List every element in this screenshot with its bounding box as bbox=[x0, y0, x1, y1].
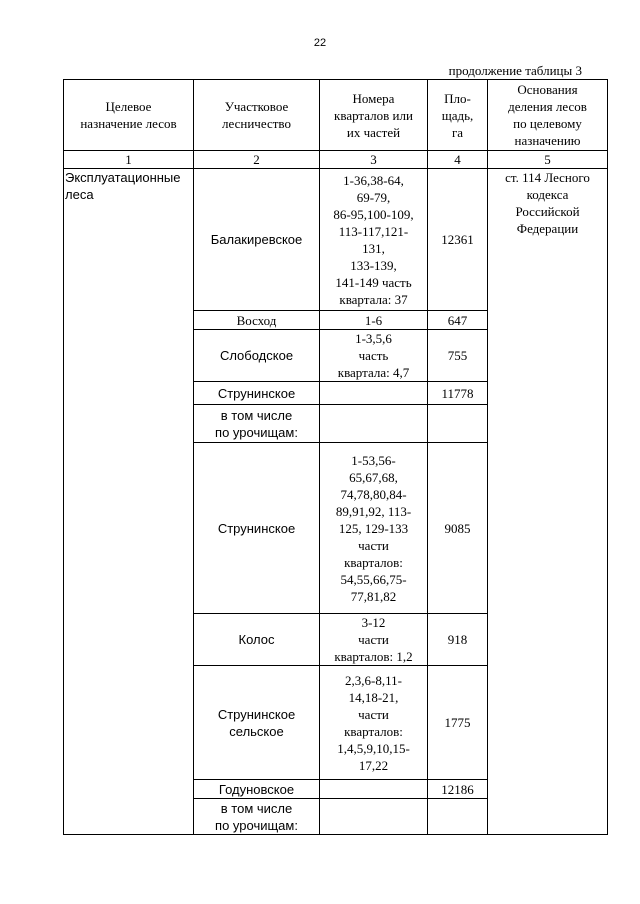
forestry-cell: Годуновское bbox=[194, 780, 320, 799]
quarters-cell: 2,3,6-8,11- 14,18-21, части кварталов: 1,4,5,9,10,15- 17,22 bbox=[320, 666, 428, 780]
area-cell: 12361 bbox=[428, 169, 488, 311]
column-number: 2 bbox=[194, 151, 320, 169]
forestry-cell: Балакиревское bbox=[194, 169, 320, 311]
area-cell: 12186 bbox=[428, 780, 488, 799]
quarters-cell: 3-12 части кварталов: 1,2 bbox=[320, 614, 428, 666]
table-continuation-label: продолжение таблицы 3 bbox=[448, 63, 582, 78]
page-number: 22 bbox=[313, 37, 327, 49]
quarters-cell bbox=[320, 780, 428, 799]
quarters-cell: 1-6 bbox=[320, 311, 428, 330]
quarters-cell: 1-53,56- 65,67,68, 74,78,80,84- 89,91,92, 113- 125, 129-133 части кварталов: 54,55,66,75- 77,81,82 bbox=[320, 443, 428, 614]
column-number: 3 bbox=[320, 151, 428, 169]
basis-cell: ст. 114 Лесного кодекса Российской Федерации bbox=[488, 169, 608, 835]
forest-purpose-table bbox=[63, 79, 608, 835]
column-number: 1 bbox=[64, 151, 194, 169]
header-row bbox=[64, 80, 608, 151]
column-number-row bbox=[64, 151, 608, 169]
quarters-cell bbox=[320, 799, 428, 835]
header-purpose: Целевое назначение лесов bbox=[64, 80, 194, 151]
area-cell: 1775 bbox=[428, 666, 488, 780]
header-area: Пло- щадь, га bbox=[428, 80, 488, 151]
area-cell: 647 bbox=[428, 311, 488, 330]
forestry-cell: Восход bbox=[194, 311, 320, 330]
quarters-cell bbox=[320, 405, 428, 443]
area-cell: 755 bbox=[428, 330, 488, 382]
purpose-cell: Эксплуатационные леса bbox=[64, 169, 194, 835]
forestry-cell: Колос bbox=[194, 614, 320, 666]
quarters-cell bbox=[320, 382, 428, 405]
forestry-cell: Струнинское bbox=[194, 382, 320, 405]
area-cell bbox=[428, 799, 488, 835]
forestry-cell: Струнинское bbox=[194, 443, 320, 614]
area-cell bbox=[428, 405, 488, 443]
quarters-cell: 1-3,5,6 часть квартала: 4,7 bbox=[320, 330, 428, 382]
column-number: 4 bbox=[428, 151, 488, 169]
header-basis: Основания деления лесов по целевому назначению bbox=[488, 80, 608, 151]
header-quarters: Номера кварталов или их частей bbox=[320, 80, 428, 151]
forestry-cell: в том числе по урочищам: bbox=[194, 799, 320, 835]
forestry-cell: в том числе по урочищам: bbox=[194, 405, 320, 443]
column-number: 5 bbox=[488, 151, 608, 169]
table-row bbox=[64, 169, 608, 311]
area-cell: 918 bbox=[428, 614, 488, 666]
header-forestry: Участковое лесничество bbox=[194, 80, 320, 151]
quarters-cell: 1-36,38-64, 69-79, 86-95,100-109, 113-117,121- 131, 133-139, 141-149 часть квартала: 37 bbox=[320, 169, 428, 311]
area-cell: 9085 bbox=[428, 443, 488, 614]
forestry-cell: Струнинское сельское bbox=[194, 666, 320, 780]
area-cell: 11778 bbox=[428, 382, 488, 405]
forestry-cell: Слободское bbox=[194, 330, 320, 382]
